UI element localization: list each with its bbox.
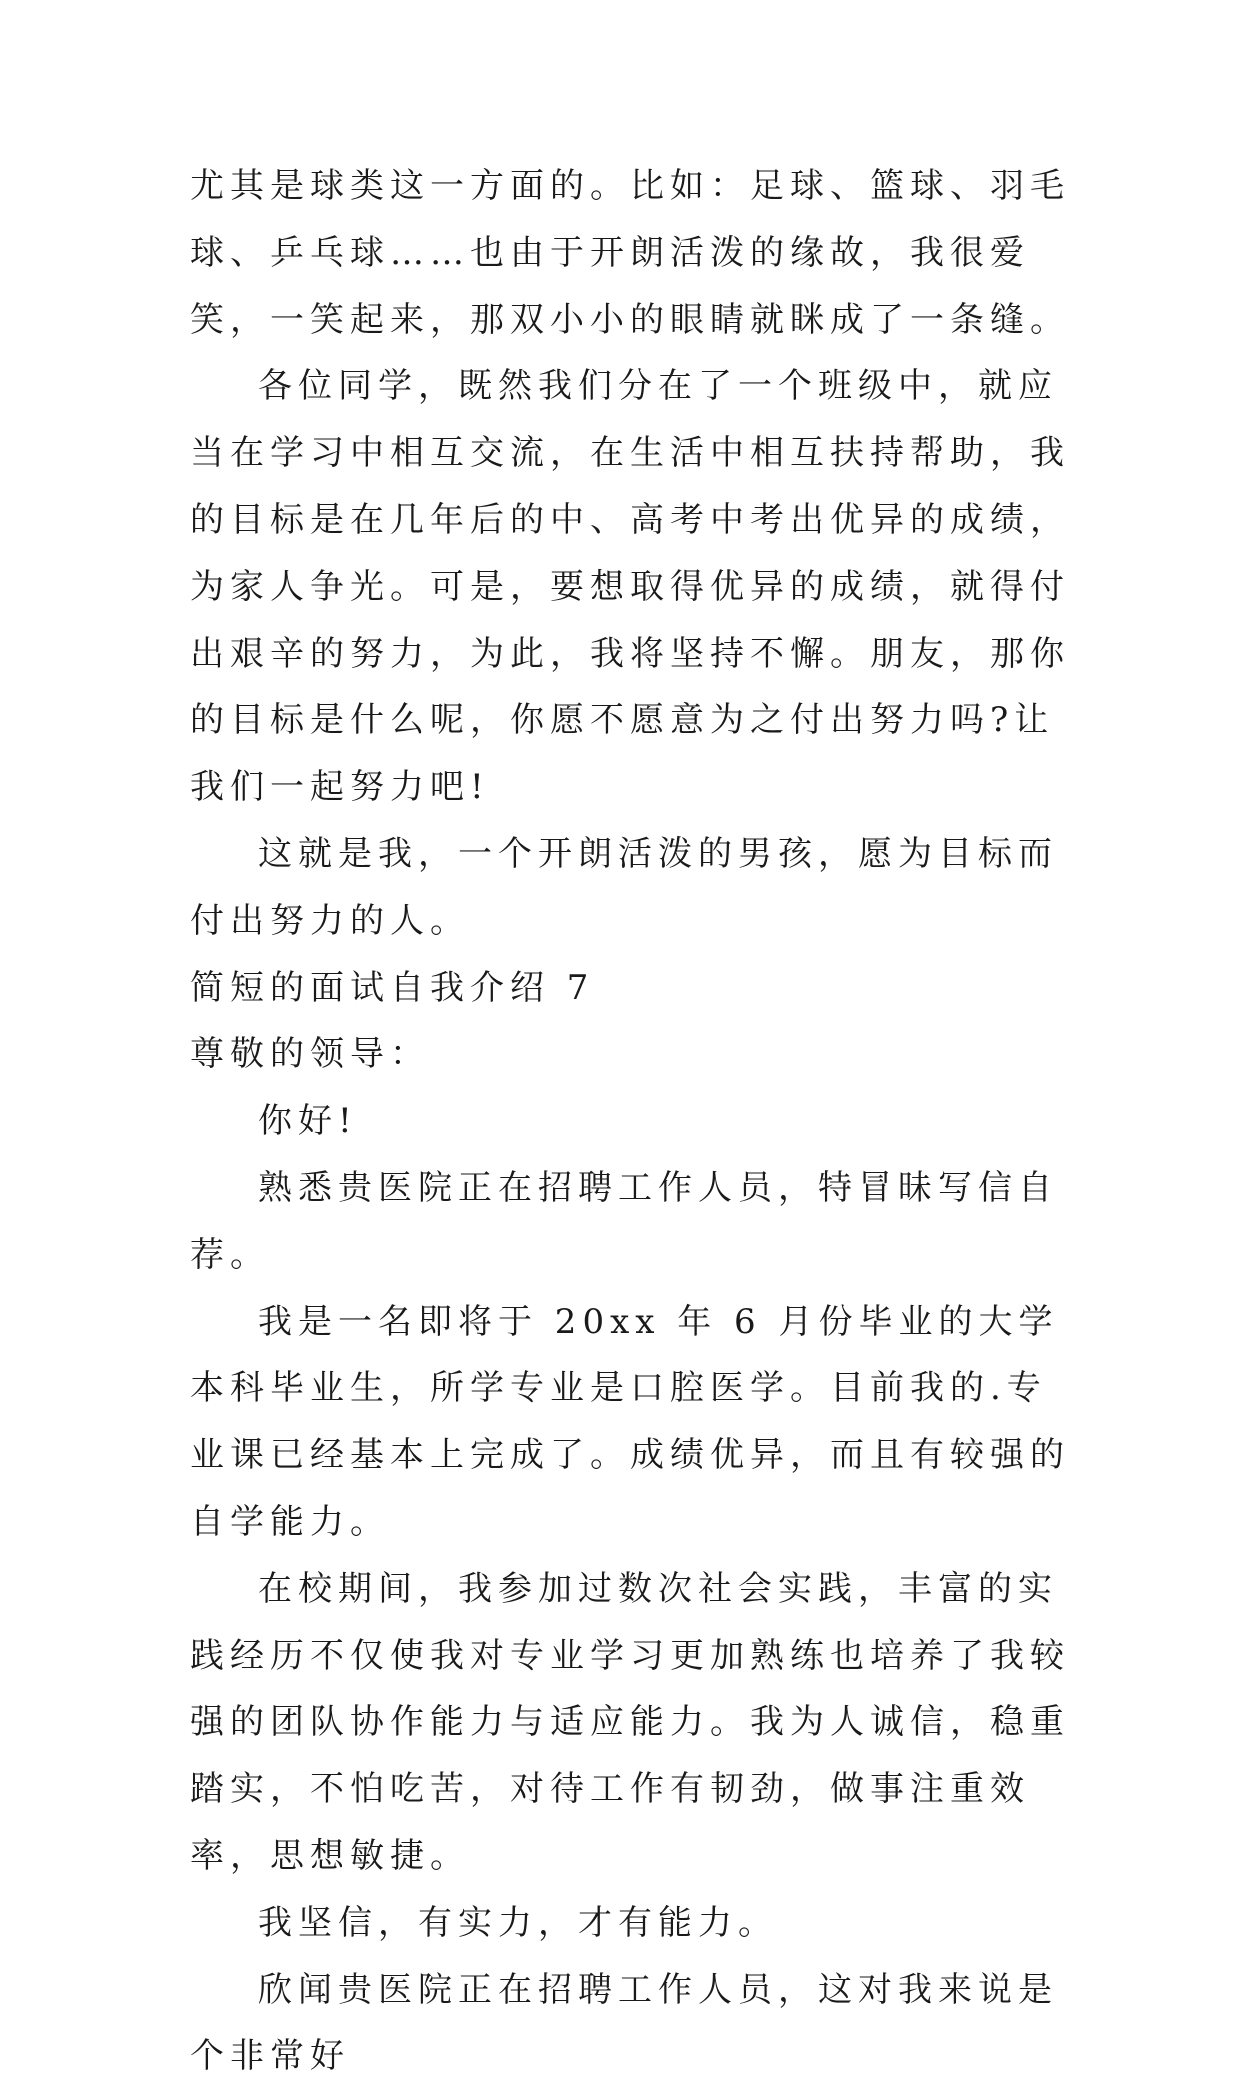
paragraph: 熟悉贵医院正在招聘工作人员，特冒昧写信自荐。 [190, 1167, 1058, 1275]
paragraph: 尤其是球类这一方面的。比如：足球、篮球、羽毛球、乒乓球……也由于开朗活泼的缘故，我很爱笑，一笑起来，那双小小的眼睛就眯成了一条缝。 [190, 166, 1070, 340]
paragraph: 欣闻贵医院正在招聘工作人员，这对我来说是个非常好 [190, 1969, 1058, 2077]
section-heading: 简短的面试自我介绍 7 [190, 967, 595, 1008]
document-body [190, 153, 1070, 2090]
paragraph: 在校期间，我参加过数次社会实践，丰富的实践经历不仅使我对专业学习更加熟练也培养了我较强的团队协作能力与适应能力。我为人诚信，稳重踏实，不怕吃苦，对待工作有韧劲，做事注重效率，思想敏捷。 [190, 1568, 1070, 1876]
salutation: 尊敬的领导： [190, 1034, 430, 1075]
greeting: 你好! [258, 1101, 358, 1142]
paragraph: 这就是我，一个开朗活泼的男孩，愿为目标而付出努力的人。 [190, 833, 1058, 941]
paragraph: 我是一名即将于 20xx 年 6 月份毕业的大学本科毕业生，所学专业是口腔医学。目前我的.专业课已经基本上完成了。成绩优异，而且有较强的自学能力。 [190, 1301, 1070, 1542]
paragraph: 我坚信，有实力，才有能力。 [258, 1902, 778, 1943]
paragraph: 各位同学，既然我们分在了一个班级中，就应当在学习中相互交流，在生活中相互扶持帮助，我的目标是在几年后的中、高考中考出优异的成绩，为家人争光。可是，要想取得优异的成绩，就得付出艰辛的努力，为此，我将坚持不懈。朋友，那你的目标是什么呢，你愿不愿意为之付出努力吗?让我们一起努力吧! [190, 366, 1070, 808]
